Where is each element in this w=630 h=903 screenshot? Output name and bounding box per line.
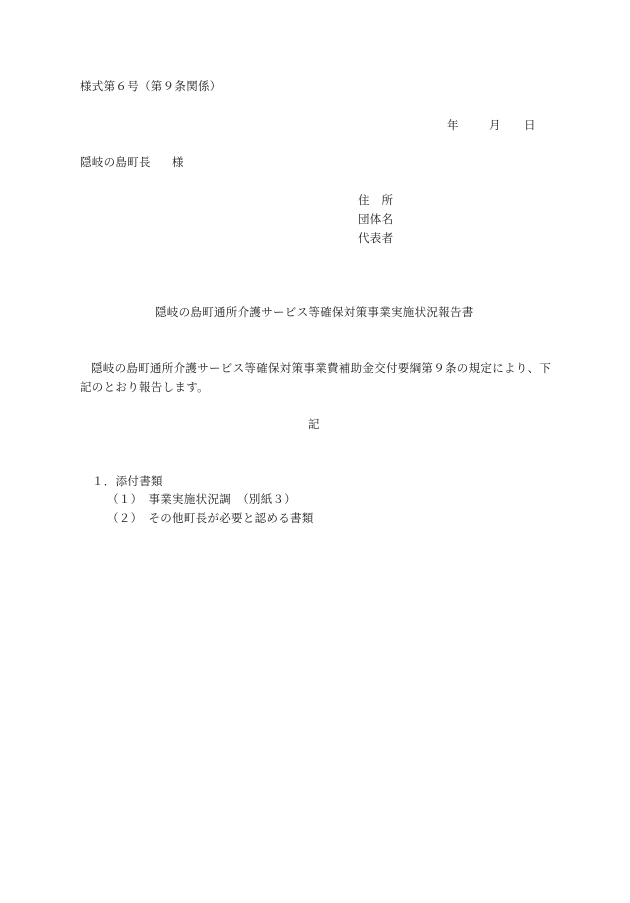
attachment-item: （１） 事業実施状況調 （別紙３） xyxy=(107,492,297,506)
body-text-line-2: 記のとおり報告します。 xyxy=(80,380,209,394)
date-month-label: 月 xyxy=(489,118,501,132)
sender-address-label-part2: 所 xyxy=(381,193,393,207)
attachment-item: （２） その他町長が必要と認める書類 xyxy=(107,511,314,525)
date-day-label: 日 xyxy=(524,118,536,132)
ki-heading: 記 xyxy=(308,417,320,431)
document-title: 隠岐の島町通所介護サービス等確保対策事業実施状況報告書 xyxy=(155,305,474,319)
attachments-heading: １．添付書類 xyxy=(92,474,163,488)
sender-address-label-part1: 住 xyxy=(358,193,370,207)
sender-representative-label: 代表者 xyxy=(358,231,394,245)
body-text-line-1: 隠岐の島町通所介護サービス等確保対策事業費補助金交付要綱第９条の規定により、下 xyxy=(91,361,552,375)
sender-organization-label: 団体名 xyxy=(358,212,394,226)
addressee-name: 隠岐の島町長 xyxy=(80,155,151,169)
addressee-honorific: 様 xyxy=(172,155,184,169)
sender-address-label xyxy=(358,195,393,207)
date-year-label: 年 xyxy=(447,118,459,132)
form-number: 様式第６号（第９条関係） xyxy=(80,79,222,93)
